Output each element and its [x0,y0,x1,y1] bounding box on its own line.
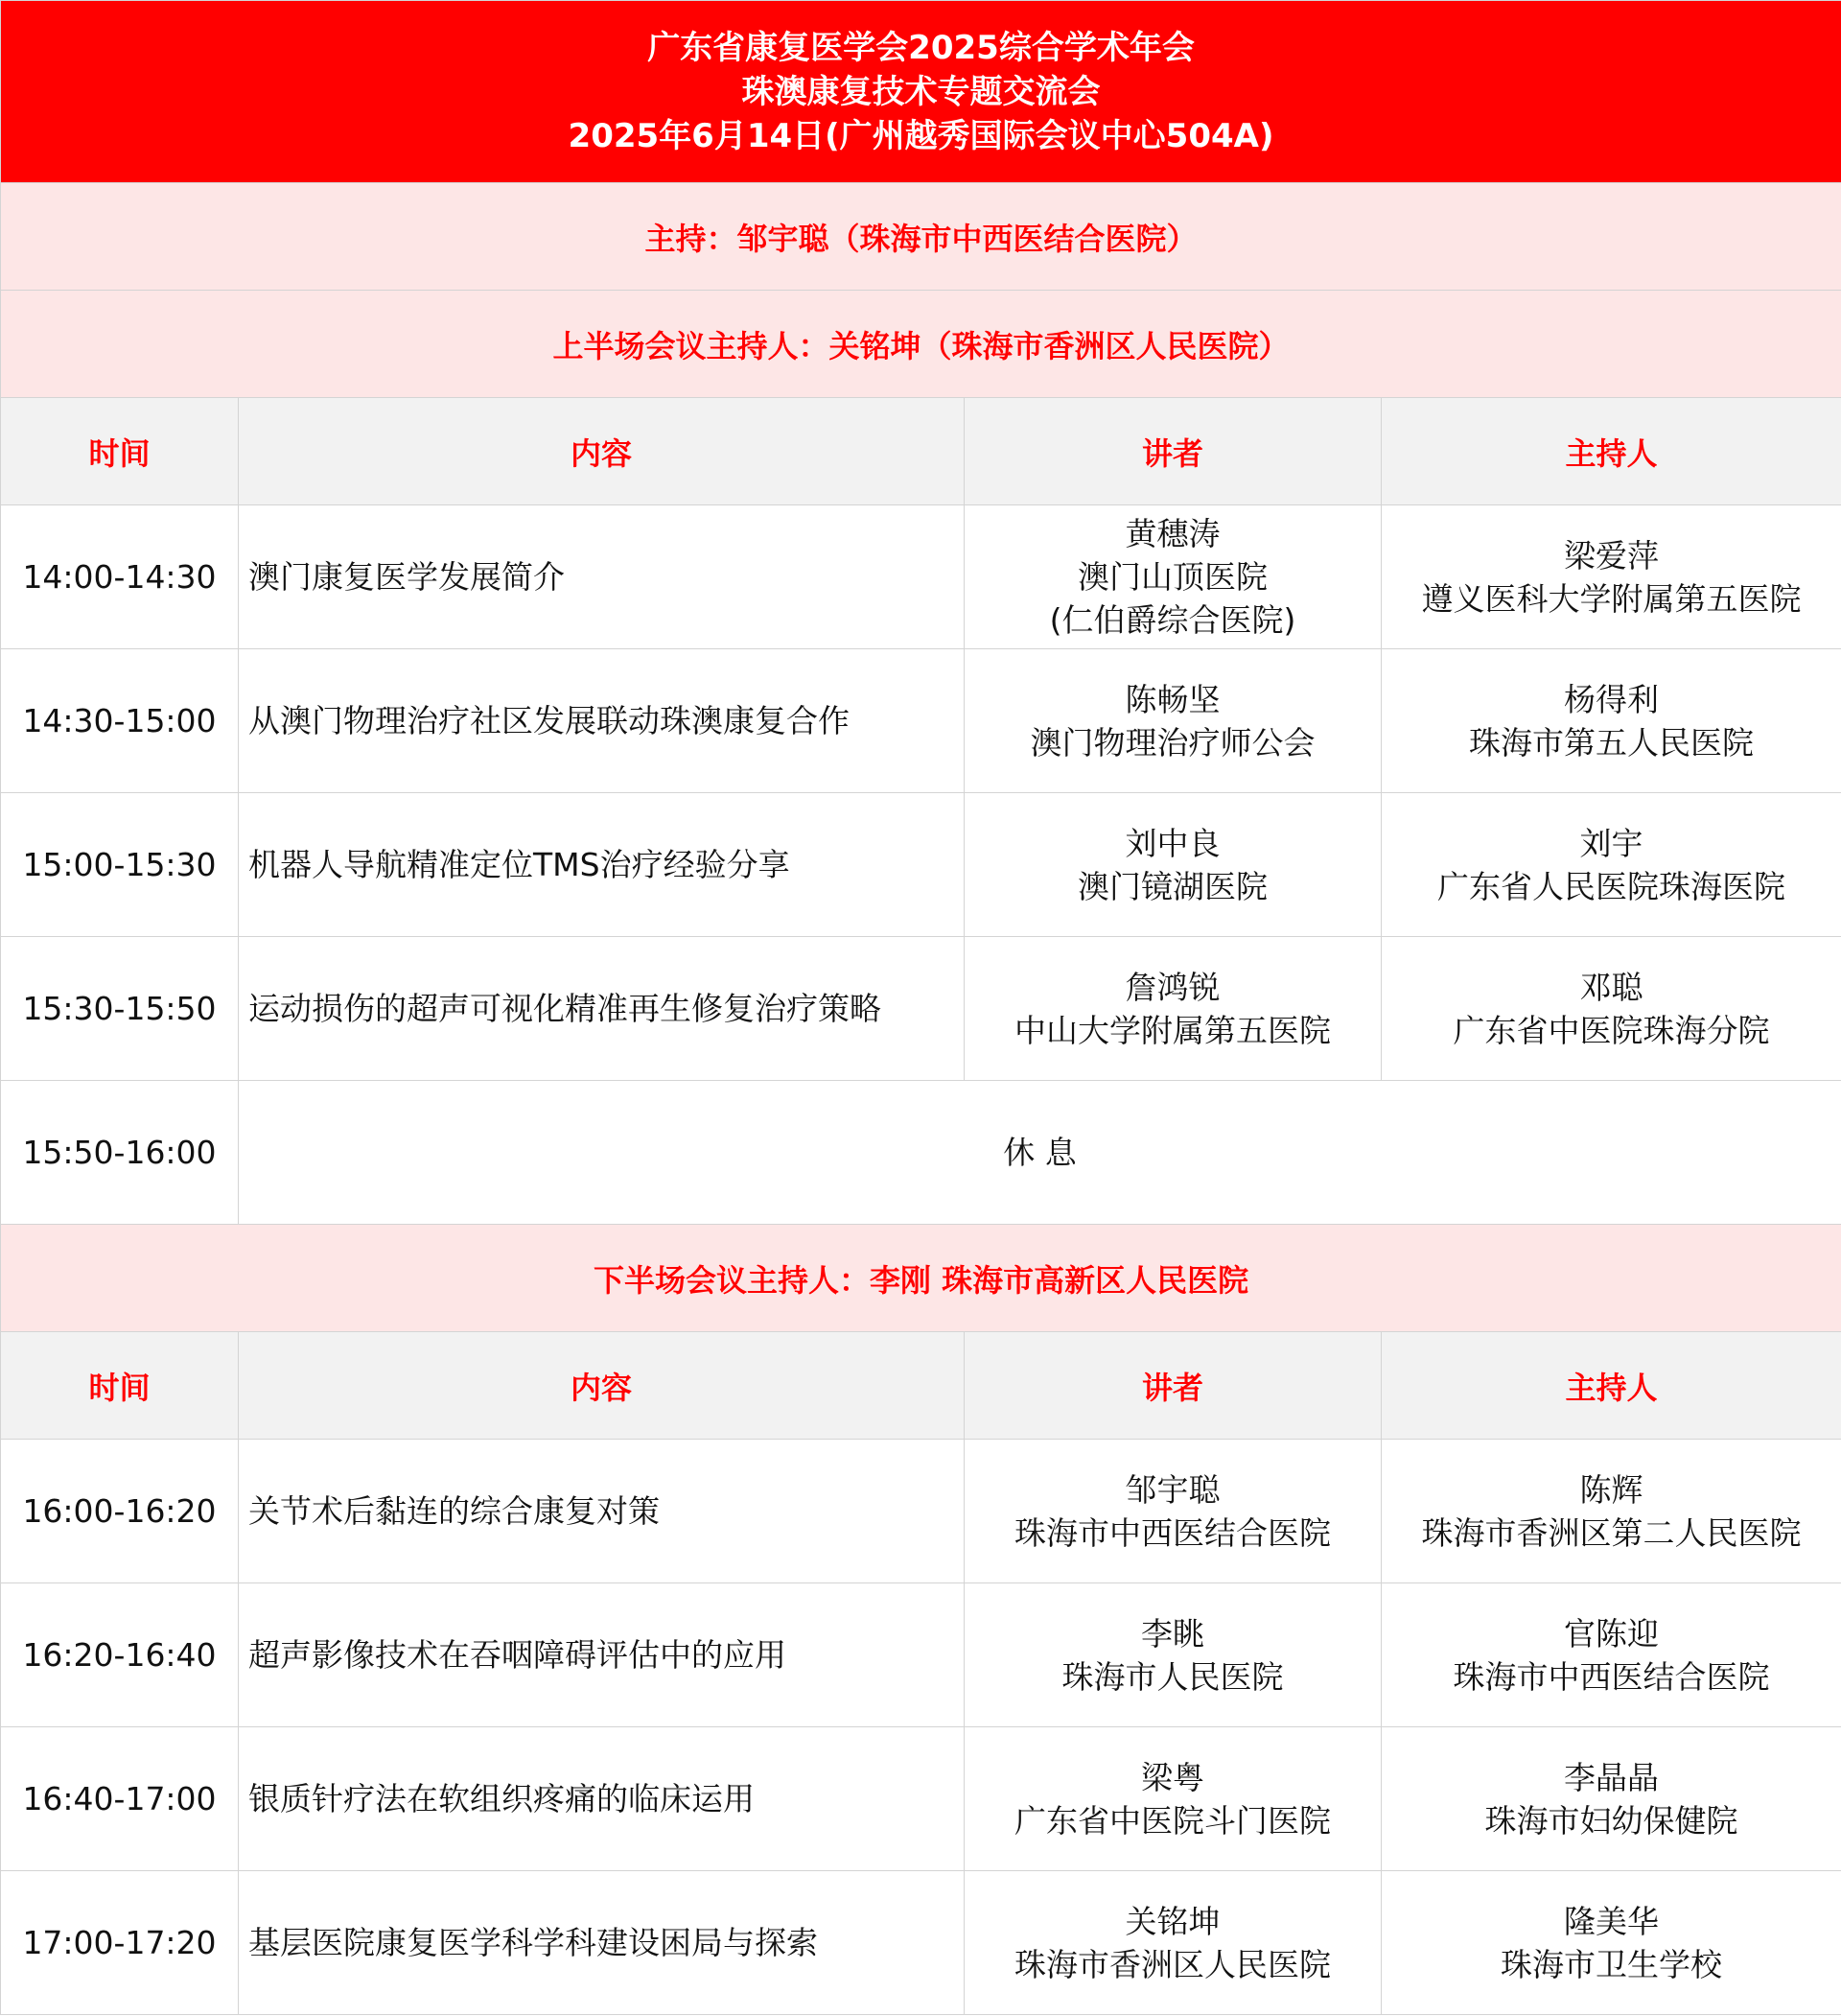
host-org: 珠海市第五人民医院 [1469,723,1755,762]
session-speaker [965,1727,1382,1871]
session-host [1382,793,1841,937]
table-row [1,505,1841,649]
first-half-header-row [1,398,1841,505]
speaker-name: 陈畅坚 [1125,680,1221,718]
speaker-org: 澳门山顶医院 [1078,558,1268,596]
chair-row [1,183,1841,291]
host-org: 广东省人民医院珠海医院 [1437,867,1786,905]
host-name: 隆美华 [1564,1902,1660,1940]
break-row [1,1081,1841,1225]
column-header-topic: 内容 [239,398,965,505]
chair-band: 主持：邹宇聪（珠海市中西医结合医院） [1,183,1841,291]
table-row [1,937,1841,1081]
host-org: 遵义医科大学附属第五医院 [1421,579,1802,618]
speaker-name: 关铭坤 [1125,1902,1221,1940]
host-name: 杨得利 [1564,680,1660,718]
table-row [1,1583,1841,1727]
speaker-org: 珠海市香洲区人民医院 [1014,1945,1331,1983]
table-row [1,1871,1841,2015]
session-speaker [965,937,1382,1081]
session-topic: 超声影像技术在吞咽障碍评估中的应用 [239,1583,965,1727]
session-speaker [965,793,1382,937]
host-name: 陈辉 [1579,1470,1643,1509]
speaker-org: 澳门物理治疗师公会 [1030,723,1316,762]
session-topic: 基层医院康复医学科学科建设困局与探索 [239,1871,965,2015]
speaker-name: 邹宇聪 [1125,1470,1221,1509]
session-time: 16:40-17:00 [1,1727,239,1871]
host-name: 梁爱萍 [1564,536,1660,574]
session-host [1382,505,1841,649]
session-time: 16:20-16:40 [1,1583,239,1727]
speaker-org: 广东省中医院斗门医院 [1014,1801,1331,1840]
session-time: 15:00-15:30 [1,793,239,937]
speaker-name: 李眺 [1141,1614,1204,1653]
table-row [1,649,1841,793]
second-half-host-row [1,1225,1841,1332]
speaker-name: 黄穗涛 [1125,515,1221,552]
host-name: 官陈迎 [1564,1614,1660,1653]
session-topic: 关节术后黏连的综合康复对策 [239,1440,965,1583]
speaker-org: 珠海市中西医结合医院 [1014,1513,1331,1552]
session-host [1382,649,1841,793]
session-host [1382,1727,1841,1871]
host-org: 珠海市卫生学校 [1501,1945,1723,1983]
table-row [1,1440,1841,1583]
table-row [1,1727,1841,1871]
first-half-host-row [1,291,1841,398]
title-row [1,1,1841,183]
speaker-org: 澳门镜湖医院 [1078,867,1268,905]
session-speaker [965,1440,1382,1583]
column-header-host: 主持人 [1382,398,1841,505]
speaker-org-alt: (仁伯爵综合医院) [1049,601,1296,639]
session-time: 14:30-15:00 [1,649,239,793]
host-name: 刘宇 [1579,824,1643,862]
session-topic: 机器人导航精准定位TMS治疗经验分享 [239,793,965,937]
session-speaker [965,1871,1382,2015]
host-org: 珠海市中西医结合医院 [1453,1657,1770,1696]
session-speaker [965,1583,1382,1727]
host-org: 广东省中医院珠海分院 [1453,1011,1770,1049]
second-half-header-row [1,1332,1841,1440]
title-line-2: 珠澳康复技术专题交流会 [741,72,1101,111]
session-topic: 银质针疗法在软组织疼痛的临床运用 [239,1727,965,1871]
title-line-1: 广东省康复医学会2025综合学术年会 [647,28,1195,67]
speaker-org: 珠海市人民医院 [1061,1657,1284,1696]
session-host [1382,937,1841,1081]
second-half-host-band: 下半场会议主持人：李刚 珠海市高新区人民医院 [1,1225,1841,1332]
column-header-speaker: 讲者 [965,398,1382,505]
speaker-name: 詹鸿锐 [1125,968,1221,1006]
host-name: 李晶晶 [1564,1758,1660,1796]
session-host [1382,1871,1841,2015]
session-time: 14:00-14:30 [1,505,239,649]
column-header-time: 时间 [1,398,239,505]
session-time: 16:00-16:20 [1,1440,239,1583]
speaker-name: 刘中良 [1125,824,1221,862]
session-topic: 澳门康复医学发展简介 [239,505,965,649]
column-header-topic: 内容 [239,1332,965,1440]
session-host [1382,1440,1841,1583]
session-time: 17:00-17:20 [1,1871,239,2015]
session-topic: 从澳门物理治疗社区发展联动珠澳康复合作 [239,649,965,793]
column-header-speaker: 讲者 [965,1332,1382,1440]
first-half-host-band: 上半场会议主持人：关铭坤（珠海市香洲区人民医院） [1,291,1841,398]
speaker-org: 中山大学附属第五医院 [1014,1011,1331,1049]
host-name: 邓聪 [1579,968,1643,1006]
speaker-name: 梁粤 [1141,1758,1204,1796]
column-header-host: 主持人 [1382,1332,1841,1440]
session-speaker [965,649,1382,793]
session-topic: 运动损伤的超声可视化精准再生修复治疗策略 [239,937,965,1081]
host-org: 珠海市妇幼保健院 [1484,1801,1738,1840]
table-row [1,793,1841,937]
column-header-time: 时间 [1,1332,239,1440]
break-time: 15:50-16:00 [1,1081,239,1225]
session-speaker [965,505,1382,649]
session-time: 15:30-15:50 [1,937,239,1081]
session-host [1382,1583,1841,1727]
break-label: 休 息 [239,1081,1841,1225]
title-line-3: 2025年6月14日(广州越秀国际会议中心504A) [568,116,1274,155]
host-org: 珠海市香洲区第二人民医院 [1421,1513,1802,1552]
page-title [1,1,1841,183]
